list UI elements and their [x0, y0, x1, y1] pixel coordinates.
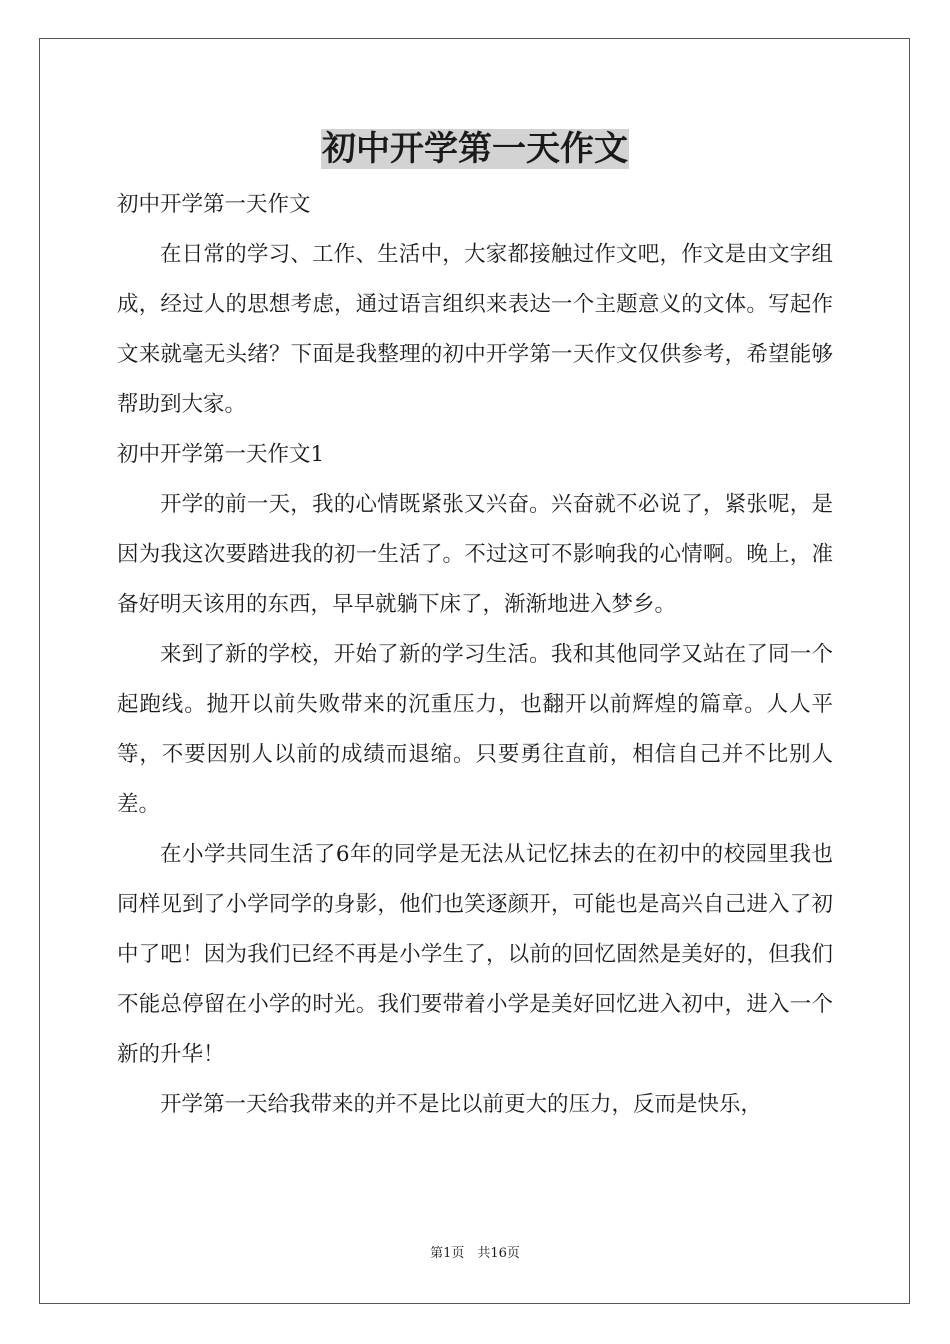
subtitle-paragraph: 初中开学第一天作文 — [117, 192, 311, 217]
section-heading: 初中开学第一天作文1 — [117, 442, 325, 467]
intro-paragraph: 在日常的学习、工作、生活中，大家都接触过作文吧，作文是由文字组成，经过人的思想考虑，通过语言组织来表达一个主题意义的文体。写起作文来就毫无头绪？下面是我整理的初中开学第一天作文仅供参考，希望能够帮助到大家。 — [117, 242, 833, 417]
body-paragraph: 开学第一天给我带来的并不是比以前更大的压力，反而是快乐， — [160, 1092, 763, 1117]
page-footer: 第1页 共16页 — [430, 1246, 520, 1261]
body-paragraph: 开学的前一天，我的心情既紧张又兴奋。兴奋就不必说了，紧张呢，是因为我这次要踏进我的初一生活了。不过这可不影响我的心情啊。晚上，准备好明天该用的东西，早早就躺下床了，渐渐地进入梦乡。 — [117, 492, 833, 617]
document-title — [0, 128, 950, 170]
document-title-text: 初中开学第一天作文 — [322, 129, 628, 169]
document-body — [117, 180, 833, 1130]
body-paragraph: 在小学共同生活了6年的同学是无法从记忆抹去的在初中的校园里我也同样见到了小学同学的身影，他们也笑逐颜开，可能也是高兴自己进入了初中了吧！因为我们已经不再是小学生了，以前的回忆固然是美好的，但我们不能总停留在小学的时光。我们要带着小学是美好回忆进入初中，进入一个新的升华！ — [117, 842, 833, 1067]
body-paragraph: 来到了新的学校，开始了新的学习生活。我和其他同学又站在了同一个起跑线。抛开以前失败带来的沉重压力，也翻开以前辉煌的篇章。人人平等，不要因别人以前的成绩而退缩。只要勇往直前，相信自己并不比别人差。 — [117, 642, 833, 817]
